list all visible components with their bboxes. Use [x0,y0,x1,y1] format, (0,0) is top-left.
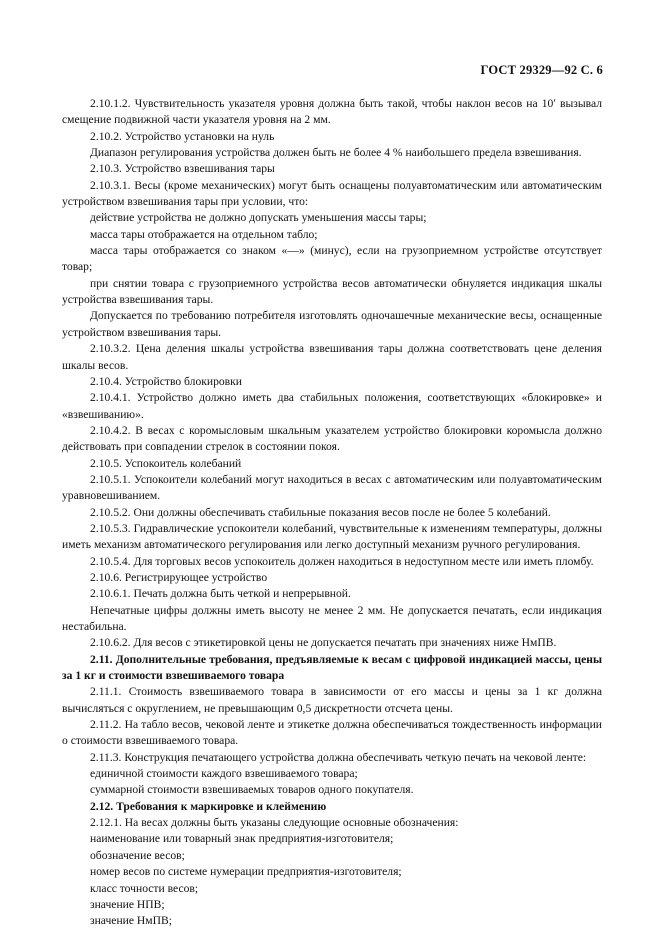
paragraph: Допускается по требованию потребителя изготовлять одночашечные механические весы, оснащенные устройством взвешивания тары. [62,309,602,339]
paragraph: Непечатные цифры должны иметь высоту не менее 2 мм. Не допускается печатать, если индикация нестабильна. [62,603,602,633]
paragraph: 2.10.5.4. Для торговых весов успокоитель должен находиться в недоступном месте или иметь пломбу. [90,554,594,568]
paragraph: 2.10.4.2. В весах с коромысловым шкальным указателем устройство блокировки коромысла должно действовать при совпадении стрелок в состоянии покоя. [62,423,602,454]
paragraph: 2.12.1. На весах должны быть указаны следующие основные обозначения: [90,816,459,830]
paragraph: 2.10.2. Устройство установки на нуль [90,129,275,143]
paragraph: 2.11.3. Конструкция печатающего устройства должна обеспечивать четкую печать на чековой ленте: [90,750,587,764]
paragraph: масса тары отображается со знаком «—» (минус), если на грузоприемном устройстве отсутствует товар; [62,244,602,274]
paragraph: 2.11.1. Стоимость взвешиваемого товара в зависимости от его массы и цены за 1 кг должна вычисляться с округлением, не превышающим 0,5 дискретности отсчета цены. [62,685,602,715]
paragraph: 2.10.5.1. Успокоители колебаний могут находиться в весах с автоматическим или полуавтоматическим уравновешиванием. [62,472,602,503]
paragraph: обозначение весов; [90,848,185,862]
paragraph: масса тары отображается на отдельном табло; [90,227,318,241]
paragraph: наименование или товарный знак предприятия-изготовителя; [90,832,394,846]
paragraph: действие устройства не должно допускать уменьшения массы тары; [90,211,427,225]
paragraph: 2.10.4. Устройство блокировки [90,374,242,388]
body-text [62,96,602,930]
paragraph: значение НПВ; [90,897,165,911]
paragraph: 2.10.1.2. Чувствительность указателя уровня должна быть такой, чтобы наклон весов на 10ʹ вызывал смещение подвижной части указателя уровня на 2 мм. [62,97,602,127]
paragraph: единичной стоимости каждого взвешиваемого товара; [90,767,358,781]
paragraph: 2.10.3.2. Цена деления шкалы устройства взвешивания тары должна соответствовать цене деления шкалы весов. [62,342,602,372]
section-heading: 2.12. Требования к маркировке и клеймению [90,799,327,813]
section-heading: 2.11. Дополнительные требования, предъявляемые к весам с цифровой индикацией массы, цены за 1 кг и стоимости взвешиваемого товара [62,652,602,683]
paragraph: номер весов по системе нумерации предприятия-изготовителя; [90,865,402,879]
paragraph: класс точности весов; [90,881,199,895]
paragraph: 2.10.6. Регистрирующее устройство [90,570,268,584]
paragraph: значение НмПВ; [90,914,172,928]
paragraph: при снятии товара с грузоприемного устройства весов автоматически обнуляется индикация шкалы устройства взвешивания тары. [62,276,602,307]
paragraph: 2.10.5.3. Гидравлические успокоители колебаний, чувствительные к изменениям температуры, должны иметь механизм автоматического регулирования или легко доступный механизм ручного регулирования. [62,521,602,552]
paragraph: 2.10.4.1. Устройство должно иметь два стабильных положения, соответствующих «блокировке» и «взвешиванию». [62,391,602,421]
paragraph: Диапазон регулирования устройства должен быть не более 4 % наибольшего предела взвешивания. [90,146,582,160]
page-header: ГОСТ 29329—92 С. 6 [480,63,603,77]
paragraph: 2.11.2. На табло весов, чековой ленте и этикетке должна обеспечиваться тождественность информации о стоимости взвешиваемого товара. [62,718,602,748]
paragraph: 2.10.3. Устройство взвешивания тары [90,162,275,176]
paragraph: 2.10.6.2. Для весов с этикетировкой цены не допускается печатать при значениях ниже НмПВ. [90,636,557,650]
paragraph: 2.10.3.1. Весы (кроме механических) могут быть оснащены полуавтоматическим или автоматическим устройством взвешивания тары при условии, что: [62,178,602,209]
paragraph: суммарной стоимости взвешиваемых товаров одного покупателя. [90,783,414,797]
paragraph: 2.10.5. Успокоитель колебаний [90,456,242,470]
paragraph: 2.10.5.2. Они должны обеспечивать стабильные показания весов после не более 5 колебаний. [90,505,551,519]
paragraph: 2.10.6.1. Печать должна быть четкой и непрерывной. [90,587,351,601]
